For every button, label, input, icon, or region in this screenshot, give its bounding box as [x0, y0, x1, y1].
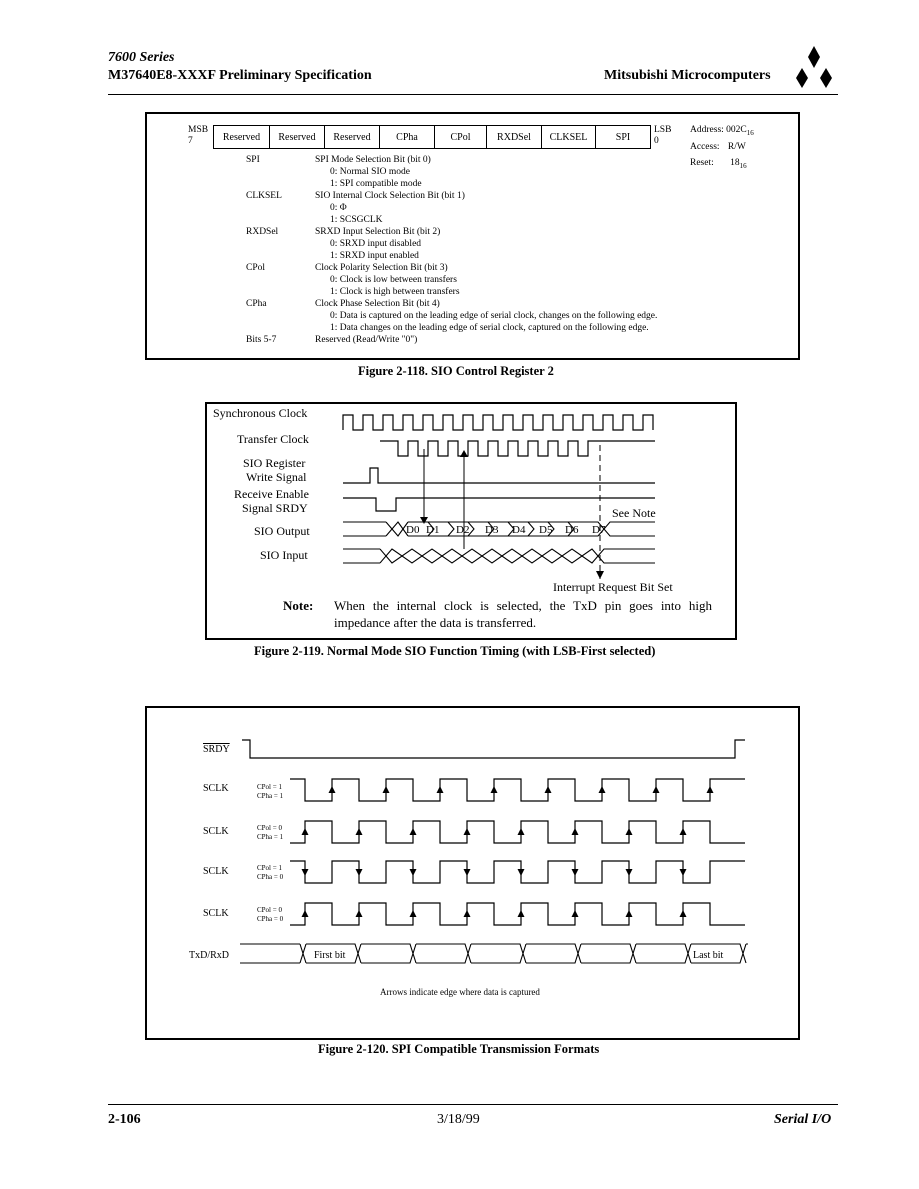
bit-option: 1: SPI compatible mode: [330, 179, 422, 189]
bit-name-spi: SPI: [246, 155, 260, 165]
see-note-label: See Note: [612, 506, 656, 520]
series-name: 7600 Series: [108, 50, 175, 65]
register-cell: CLKSEL: [541, 126, 595, 148]
cpol-setting: CPol = 1: [257, 864, 282, 872]
figure-118-caption: Figure 2-118. SIO Control Register 2: [358, 364, 554, 378]
arrows-note: Arrows indicate edge where data is captured: [380, 987, 540, 997]
bit-option: 0: Data is captured on the leading edge of serial clock, changes on the following edge.: [330, 311, 658, 321]
lsb-label: LSB: [654, 125, 672, 135]
cpha-setting: CPha = 0: [257, 915, 284, 923]
signal-label: SIO Input: [260, 548, 308, 562]
txd-bit-cell: [361, 944, 416, 963]
txd-bit-cell: [361, 944, 416, 963]
reset-subscript: 16: [739, 161, 747, 170]
bit-option: 0: SRXD input disabled: [330, 239, 422, 249]
bit-name-reserved: Bits 5-7: [246, 335, 277, 345]
txd-data-cells: [306, 944, 748, 963]
capture-edge-arrow: [545, 786, 552, 793]
data-bit-label: D6: [565, 524, 579, 536]
transfer-clock-wave: [380, 441, 655, 456]
header-rule: [108, 94, 838, 95]
signal-label: Signal SRDY: [242, 501, 308, 515]
brand-name: Mitsubishi Microcomputers: [604, 68, 771, 83]
sio-output-wave: [343, 522, 655, 536]
txd-label: TxD/RxD: [189, 950, 229, 961]
capture-edge-arrow: [464, 910, 471, 917]
data-bit-label: D1: [426, 524, 440, 536]
bit-name-clksel: CLKSEL: [246, 191, 282, 201]
capture-edge-arrow: [518, 869, 525, 876]
srdy-wave: [242, 740, 745, 758]
address-info: [690, 125, 754, 137]
bit-name-cpha: CPha: [246, 299, 267, 309]
access-value: R/W: [727, 142, 746, 152]
sclk-waveform-group: [290, 779, 745, 925]
capture-edge-arrow: [356, 910, 363, 917]
page-number: 2-106: [108, 1112, 141, 1127]
signal-label: Transfer Clock: [237, 432, 309, 446]
data-bit-label: D7: [592, 524, 606, 536]
capture-edge-arrow: [626, 828, 633, 835]
srdy-signal-wave: [343, 498, 655, 511]
interrupt-arrowhead: [596, 571, 604, 579]
capture-edge-arrow: [626, 869, 633, 876]
footer-date: 3/18/99: [437, 1112, 480, 1127]
data-bit-label: D2: [456, 524, 470, 536]
bit-name-rxdsel: RXDSel: [246, 227, 279, 237]
address-value: 002C: [726, 125, 747, 135]
capture-edge-arrow: [302, 910, 309, 917]
capture-edge-arrow: [572, 828, 579, 835]
figure-119-caption: Figure 2-119. Normal Mode SIO Function Timing (with LSB-First selected): [254, 644, 656, 658]
address-subscript: 16: [746, 128, 754, 137]
cpha-setting: CPha = 1: [257, 792, 284, 800]
mitsubishi-logo: [790, 44, 838, 90]
figure-120-caption: Figure 2-120. SPI Compatible Transmission Formats: [318, 1042, 600, 1056]
cpha-setting: CPha = 1: [257, 833, 284, 841]
reset-info: [690, 158, 747, 170]
txd-bit-cell: [471, 944, 526, 963]
capture-edge-arrow: [410, 910, 417, 917]
txd-bit-cell: [416, 944, 471, 963]
cpha-setting: CPha = 0: [257, 873, 284, 881]
signal-label: Synchronous Clock: [213, 406, 308, 420]
bit-option: 1: SCSGCLK: [330, 215, 383, 225]
capture-edge-arrow: [410, 869, 417, 876]
timing-diagram: [340, 405, 660, 590]
note-text-line1: When the internal clock is selected, the TxD pin goes into high: [334, 598, 712, 613]
register-bit-row: [213, 125, 651, 149]
address-label: Address:: [690, 125, 724, 135]
txd-bit-cell: [581, 944, 636, 963]
signal-label: Receive Enable: [234, 487, 309, 501]
register-cell: Reserved: [269, 126, 324, 148]
txd-bit-cell: [526, 944, 581, 963]
txd-bit-cell: [636, 944, 691, 963]
synchronous-clock-wave: [343, 415, 653, 430]
signal-label: SIO Register: [243, 456, 306, 470]
footer-rule: [108, 1104, 838, 1105]
capture-edge-arrow: [653, 786, 660, 793]
sio-write-signal-wave: [343, 468, 655, 483]
access-label: Access:: [690, 142, 720, 152]
capture-edge-arrow: [680, 869, 687, 876]
register-cell: SPI: [595, 126, 650, 148]
cpol-setting: CPol = 0: [257, 906, 282, 914]
capture-edge-arrow: [572, 869, 579, 876]
bit-option: 1: Data changes on the leading edge of serial clock, captured on the following edge.: [330, 323, 649, 333]
document-title: M37640E8-XXXF Preliminary Specification: [108, 68, 372, 83]
section-name: Serial I/O: [774, 1112, 832, 1127]
sclk-label: SCLK: [203, 783, 229, 794]
capture-edge-arrow: [356, 828, 363, 835]
sclk-label: SCLK: [203, 826, 229, 837]
interrupt-label: Interrupt Request Bit Set: [553, 580, 673, 594]
txd-bit-cell: [526, 944, 581, 963]
capture-edge-arrow: [599, 786, 606, 793]
reset-value: 18: [730, 158, 740, 168]
capture-edge-arrow: [518, 910, 525, 917]
txd-bit-cell: [636, 944, 691, 963]
txd-bit-cell: [581, 944, 636, 963]
bit-desc-cpha: Clock Phase Selection Bit (bit 4): [315, 299, 440, 309]
msb-bit-number: 7: [188, 136, 193, 146]
last-bit-label: Last bit: [693, 950, 724, 961]
arrowhead: [460, 450, 468, 457]
txd-rxd-wave: [240, 944, 306, 963]
cpol-setting: CPol = 0: [257, 824, 282, 832]
bit-option: 1: SRXD input enabled: [330, 251, 419, 261]
bit-option: 0: Normal SIO mode: [330, 167, 410, 177]
bit-option: 0: Clock is low between transfers: [330, 275, 457, 285]
sio-input-wave: [343, 549, 655, 563]
bit-desc-spi: SPI Mode Selection Bit (bit 0): [315, 155, 431, 165]
sclk-label: SCLK: [203, 866, 229, 877]
bit-option: 1: Clock is high between transfers: [330, 287, 460, 297]
capture-edge-arrow: [680, 910, 687, 917]
srdy-label: SRDY: [203, 744, 230, 755]
register-cell: RXDSel: [486, 126, 541, 148]
signal-label: SIO Output: [254, 524, 310, 538]
txd-bit-cell: [471, 944, 526, 963]
bit-desc-cpol: Clock Polarity Selection Bit (bit 3): [315, 263, 448, 273]
note-label: Note:: [283, 598, 314, 613]
first-bit-label: First bit: [314, 950, 346, 961]
msb-label: MSB: [188, 125, 209, 135]
capture-edge-arrow: [302, 869, 309, 876]
data-bit-label: D5: [539, 524, 553, 536]
capture-edge-arrow: [356, 869, 363, 876]
spi-format-waveforms: [230, 730, 750, 970]
capture-edge-arrow: [680, 828, 687, 835]
capture-edge-arrow: [410, 828, 417, 835]
register-cell: Reserved: [324, 126, 379, 148]
lsb-bit-number: 0: [654, 136, 659, 146]
register-cell: CPha: [379, 126, 434, 148]
capture-edge-arrow: [626, 910, 633, 917]
bit-desc-reserved: Reserved (Read/Write "0"): [315, 335, 418, 345]
data-bit-label: D3: [485, 524, 499, 536]
capture-edge-arrow: [437, 786, 444, 793]
arrowhead: [420, 517, 428, 524]
bit-option: 0: Φ: [330, 203, 347, 213]
data-bit-label: D4: [512, 524, 526, 536]
data-bit-label: D0: [406, 524, 420, 536]
register-cell: Reserved: [222, 131, 261, 143]
capture-edge-arrow: [383, 786, 390, 793]
note-text-line2: impedance after the data is transferred.: [334, 615, 537, 630]
capture-edge-arrow: [518, 828, 525, 835]
signal-label: Write Signal: [246, 470, 307, 484]
sclk-label: SCLK: [203, 908, 229, 919]
capture-edge-arrow: [329, 786, 336, 793]
capture-edge-arrow: [464, 869, 471, 876]
capture-edge-arrow: [464, 828, 471, 835]
txd-bit-cell: [416, 944, 471, 963]
sclk-wave: [290, 779, 745, 801]
bit-name-cpol: CPol: [246, 263, 266, 273]
capture-edge-arrow: [302, 828, 309, 835]
register-cell: CPol: [434, 126, 486, 148]
capture-edge-arrow: [572, 910, 579, 917]
capture-edge-arrow: [491, 786, 498, 793]
capture-edge-arrow: [707, 786, 714, 793]
reset-label: Reset:: [690, 158, 714, 168]
bit-desc-clksel: SIO Internal Clock Selection Bit (bit 1): [315, 191, 465, 201]
bit-desc-rxdsel: SRXD Input Selection Bit (bit 2): [315, 227, 441, 237]
cpol-setting: CPol = 1: [257, 783, 282, 791]
access-info: [690, 142, 746, 152]
